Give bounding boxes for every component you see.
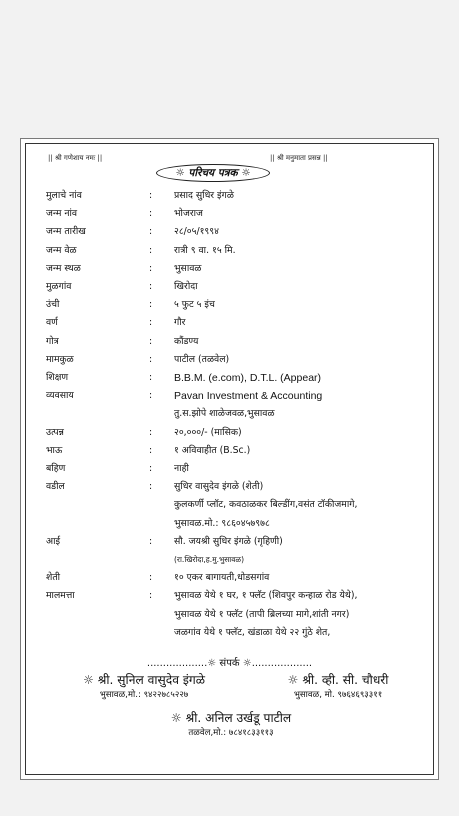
field-value: [174, 223, 219, 241]
field-label: वर्ण: [46, 317, 58, 329]
field-value-line: (रा.खिरोदा,ह.मु.भुसावळ): [174, 555, 245, 564]
field-value-line: २८/०५/१९९४: [174, 226, 219, 238]
field-label: जन्म स्थळ: [46, 262, 81, 274]
field-value-line: सौ. जयश्री सुधिर इंगळे (गृहिणी): [174, 535, 283, 547]
field-label: मुळगांव: [46, 281, 72, 292]
field-value: [174, 569, 269, 587]
field-value-line: भोजराज: [174, 208, 203, 220]
field-label: जन्म नांव: [46, 208, 78, 220]
invocation-right: || श्री मनुमाता प्रसन्न ||: [270, 154, 328, 162]
contact-phone: तळवेल,मो.: ७८४१८३३११३: [188, 728, 274, 738]
contact-person: [248, 671, 428, 702]
field-label: भाऊ: [46, 444, 63, 456]
field-value: [174, 333, 198, 351]
field-separator: :: [149, 299, 153, 311]
invocation-left: || श्री गणेशाय नमः ||: [48, 154, 103, 162]
field-separator: :: [149, 481, 153, 493]
field-value-line: सुधिर वासुदेव इंगळे (शेती): [174, 481, 264, 493]
field-value-line: १० एकर बागायती,धोडसगांव: [174, 572, 270, 584]
field-separator: :: [149, 190, 153, 201]
field-value: [174, 296, 215, 314]
field-label: मामकुळ: [46, 353, 74, 365]
field-value: [174, 187, 234, 205]
field-label: बहिण: [46, 463, 66, 474]
field-label: मुलाचे नांव: [46, 190, 82, 201]
contact-phone: भुसावळ,मो.: ९४२२७८५२२७: [99, 690, 189, 700]
field-label: आई: [46, 535, 61, 547]
field-label: व्यवसाय: [46, 390, 74, 402]
field-separator: :: [149, 390, 153, 402]
field-label: जन्म तारीख: [46, 226, 86, 238]
field-value: [174, 424, 242, 442]
title-oval: [156, 164, 270, 182]
field-separator: :: [149, 262, 153, 274]
contact-person: [54, 671, 234, 702]
field-separator: :: [149, 281, 153, 292]
field-value-line: भुसावळ येथे १ फ्लॅट (तापी ब्रिलच्या मागे,शांती नगर): [174, 608, 350, 620]
field-label: मालमत्ता: [46, 590, 75, 602]
field-value-line: रात्री ९ वा. १५ मि.: [174, 244, 236, 256]
contact-person: [136, 709, 326, 740]
field-value-line: कुलकर्णी प्लॉट, कवठाळकर बिल्डींग,वसंत टॉकीजमागे,: [174, 499, 358, 511]
field-label: गोत्र: [46, 335, 59, 347]
field-separator: :: [149, 535, 153, 547]
contact-phone: भुसावळ, मो. ९७६४६९३३११: [293, 690, 383, 700]
contact-name: ☼ श्री. अनिल उर्खडू पाटील: [170, 711, 292, 725]
field-separator: :: [149, 208, 153, 220]
field-value: [174, 460, 189, 478]
field-value-line: Pavan Investment & Accounting: [174, 390, 323, 403]
field-separator: :: [149, 426, 153, 438]
field-value: [174, 478, 357, 533]
field-value-line: B.B.M. (e.com), D.T.L. (Appear): [174, 372, 322, 384]
field-separator: :: [149, 226, 153, 238]
field-separator: :: [149, 444, 153, 456]
field-label: शिक्षण: [46, 372, 69, 383]
field-value: [174, 314, 185, 332]
field-value-line: भुसावळ.मो.: ९८६०४५७९७८: [174, 517, 270, 529]
field-value: [174, 260, 201, 278]
field-label: उंची: [46, 299, 60, 311]
page-title: ☼ परिचय पत्रक ☼: [175, 167, 251, 179]
field-separator: :: [149, 317, 153, 329]
field-value-line: तु.स.झोपे शाळेजवळ,भुसावळ: [174, 408, 275, 420]
field-label: वडील: [46, 481, 65, 493]
field-value: [174, 587, 357, 642]
field-value: [174, 242, 236, 260]
field-value-line: ५ फुट ५ इंच: [174, 299, 215, 311]
field-value-line: भुसावळ येथे १ घर, १ फ्लॅट (शिवपुर कन्हाळ रोड येथे),: [174, 590, 358, 602]
field-value: [174, 442, 250, 460]
contact-heading: ...................☼ संपर्क ☼...................: [146, 658, 313, 669]
field-value-line: गौर: [174, 317, 186, 329]
contact-name: ☼ श्री. व्ही. सी. चौधरी: [287, 673, 389, 687]
field-value: [174, 205, 203, 223]
field-separator: :: [149, 590, 153, 602]
field-value: [174, 533, 283, 569]
field-value: [174, 387, 322, 423]
field-value-line: २०,०००/- (मासिक): [174, 426, 242, 438]
field-label: उत्पन्न: [46, 426, 64, 438]
field-separator: :: [149, 335, 153, 347]
biodata-card: [20, 138, 439, 780]
card-inner-border: [25, 143, 434, 775]
field-value-line: खिरोदा: [174, 281, 198, 292]
field-value: [174, 369, 321, 387]
field-value-line: नाही: [174, 463, 189, 474]
field-label: जन्म वेळ: [46, 244, 77, 256]
field-value-line: १ अविवाहीत (B.Sc.): [174, 444, 251, 456]
field-separator: :: [149, 372, 153, 383]
field-value-line: प्रसाद सुधिर इंगळे: [174, 190, 234, 201]
field-value-line: कौंडण्य: [174, 335, 199, 347]
field-separator: :: [149, 244, 153, 256]
field-separator: :: [149, 463, 153, 474]
field-separator: :: [149, 572, 153, 584]
contact-name: ☼ श्री. सुनिल वासुदेव इंगळे: [82, 673, 206, 687]
field-separator: :: [149, 353, 153, 365]
field-value-line: जळगांव येथे १ फ्लॅट, खंडाळा येथे २२ गुंठे शेत,: [174, 626, 331, 638]
field-value-line: पाटील (तळवेल): [174, 353, 230, 365]
field-label: शेती: [46, 572, 61, 584]
field-value-line: भुसावळ: [174, 262, 202, 274]
field-value: [174, 351, 229, 369]
field-value: [174, 278, 198, 296]
